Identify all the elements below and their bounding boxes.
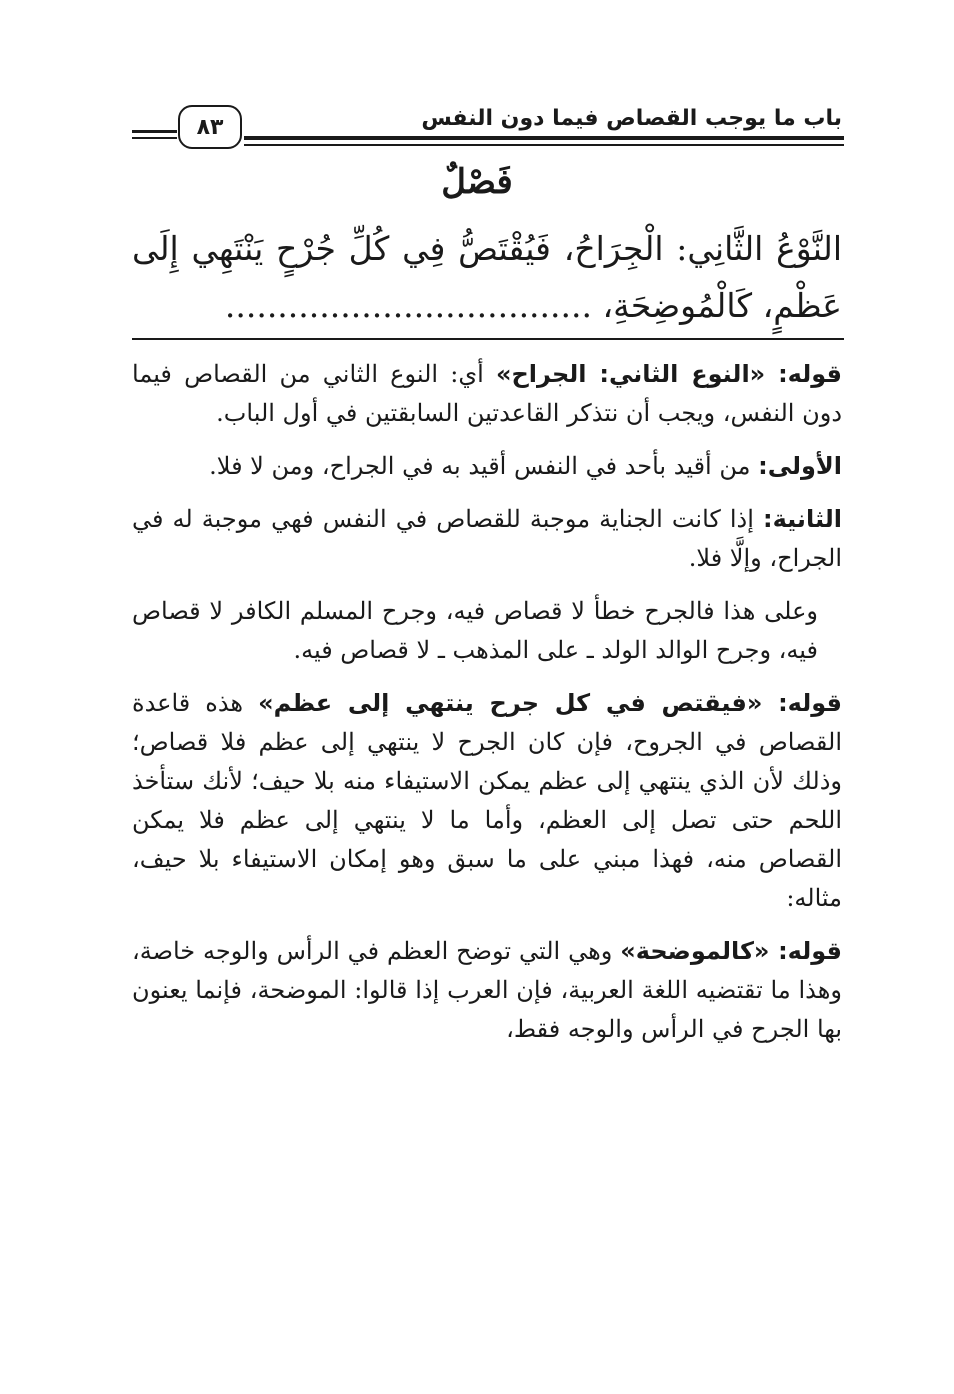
paragraph-lead: قوله: bbox=[778, 360, 843, 388]
header-rule-thin bbox=[244, 144, 844, 146]
paragraph-text: من أقيد بأحد في النفس أقيد به في الجراح، ومن لا فلا. bbox=[209, 452, 759, 480]
header-rule-short-thick bbox=[132, 130, 177, 133]
paragraph-lead: الأولى: bbox=[758, 452, 842, 480]
paragraph-text: هذه قاعدة القصاص في الجروح، فإن كان الجرح لا ينتهي إلى عظم فلا قصاص؛ وذلك لأن الذي ينتهي إلى عظم يمكن الاستيفاء منه بلا حيف؛ لأنك ستأخذ اللحم حتى تصل إلى العظم، وأما ما لا ينتهي إلى عظم فلا يمكن القصاص منه، فهذا مبني على ما سبق وهو إمكان الاستيفاء بلا حيف، مثاله: bbox=[132, 689, 842, 912]
paragraph bbox=[132, 355, 842, 433]
paragraph bbox=[132, 684, 842, 918]
header-rule-thick bbox=[244, 136, 844, 140]
paragraph-lead: قوله: bbox=[778, 689, 842, 717]
running-title: باب ما يوجب القصاص فيما دون النفس bbox=[421, 106, 842, 131]
page-number bbox=[178, 105, 242, 149]
paragraph-text: إذا كانت الجناية موجبة للقصاص في النفس فهي موجبة له في الجراح، وإلَّا فلا. bbox=[132, 505, 842, 572]
page-number-text: ٨٣ bbox=[196, 114, 224, 140]
matn-body: النَّوْعُ الثَّانِي: الْجِرَاحُ، فَيُقْتَصُّ فِي كُلِّ جُرْحٍ يَنْتَهِي إِلَى عَظْمٍ، كَالْمُوضِحَةِ، bbox=[132, 229, 842, 325]
paragraph bbox=[132, 447, 842, 486]
paragraph bbox=[132, 500, 842, 578]
paragraph-quote: «النوع الثاني: الجراح» bbox=[495, 360, 779, 388]
paragraph-text: وعلى هذا فالجرح خطأ لا قصاص فيه، وجرح المسلم الكافر لا قصاص فيه، وجرح الوالد الولد ـ على المذهب ـ لا قصاص فيه. bbox=[132, 597, 818, 664]
paragraph-quote: «فيقتص في كل جرح ينتهي إلى عظم» bbox=[258, 689, 779, 717]
paragraph-quote: «كالموضحة» bbox=[620, 937, 779, 965]
paragraph-text: وهي التي توضح العظم في الرأس والوجه خاصة، وهذا ما تقتضيه اللغة العربية، فإن العرب إذا قالوا: الموضحة، فإنما يعنون بها الجرح في الرأس والوجه فقط، bbox=[132, 937, 842, 1043]
matn-text bbox=[132, 220, 842, 334]
paragraph bbox=[132, 592, 842, 670]
paragraph-text: أي: النوع الثاني من القصاص فيما دون النفس، ويجب أن نتذكر القاعدتين السابقتين في أول الباب. bbox=[132, 360, 842, 427]
matn-separator bbox=[132, 338, 844, 340]
matn-ellipsis: ................................... bbox=[224, 286, 593, 325]
commentary bbox=[132, 355, 842, 1063]
header-rule-short-thin bbox=[132, 137, 177, 139]
paragraph bbox=[132, 932, 842, 1049]
paragraph-lead: الثانية: bbox=[762, 505, 842, 533]
section-heading: فَصْلٌ bbox=[441, 162, 513, 202]
paragraph-lead: قوله: bbox=[778, 937, 842, 965]
